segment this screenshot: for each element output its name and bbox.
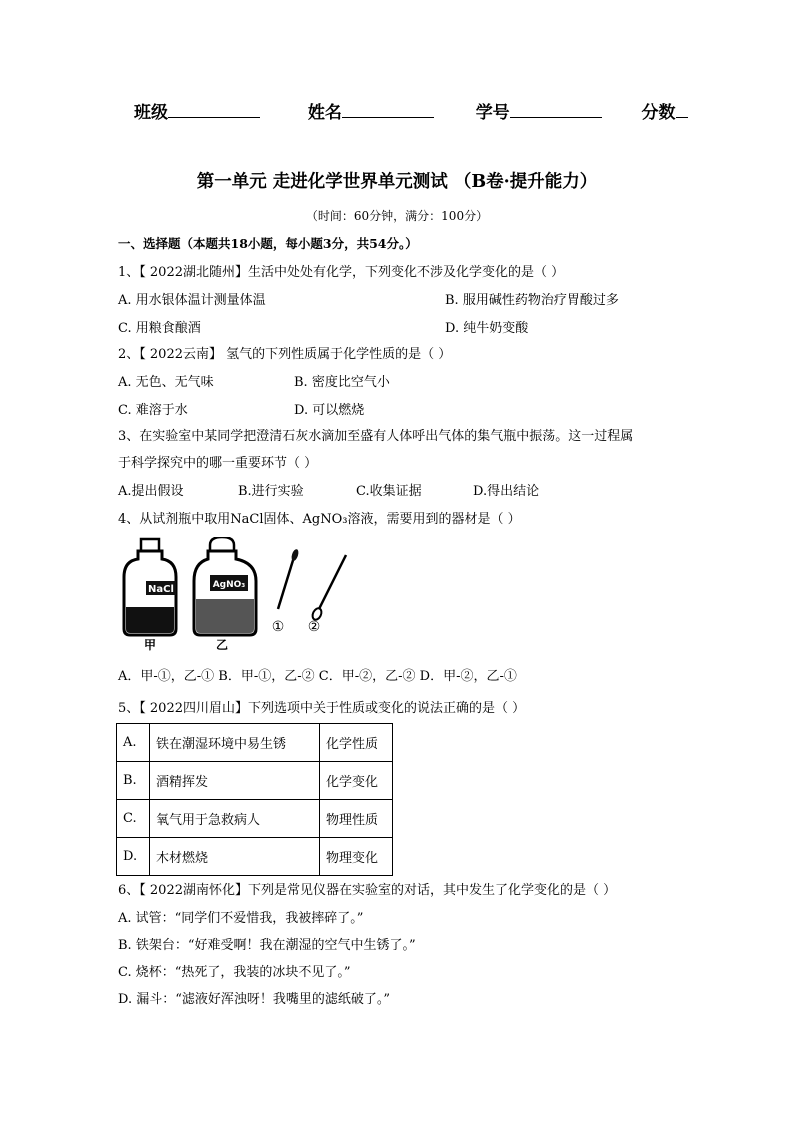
q1-option-b: B. 服用碱性药物治疗胃酸过多: [445, 293, 619, 308]
table-row: [117, 800, 393, 838]
id-label: 学号: [475, 103, 510, 123]
q2-option-a: A. 无色、无气味: [118, 375, 214, 390]
tool-1-label: ①: [271, 619, 285, 635]
table-cell: 酒精挥发: [150, 762, 320, 800]
class-blank[interactable]: [168, 101, 260, 118]
name-label: 姓名: [307, 103, 342, 123]
q1-option-d: D. 纯牛奶变酸: [445, 321, 529, 336]
bottle-a-label: NaCl: [148, 584, 174, 595]
table-cell: C.: [117, 800, 150, 838]
table-row: [117, 838, 393, 876]
table-cell: D.: [117, 838, 150, 876]
caption-b: 乙: [215, 638, 229, 652]
bottle-a-icon: [124, 539, 176, 635]
table-row: [117, 762, 393, 800]
q1-option-c: C. 用粮食酿酒: [118, 321, 201, 336]
table-cell: 物理性质: [320, 800, 393, 838]
caption-a: 甲: [143, 638, 157, 652]
reagent-bottles-figure: [118, 537, 358, 655]
q3-option-d: D.得出结论: [473, 484, 540, 499]
question-4-stem: 4、从试剂瓶中取用NaCl固体、AgNO₃溶液，需要用到的器材是（ ）: [118, 512, 521, 527]
q6-option-b: B. 铁架台：“好难受啊！我在潮湿的空气中生锈了。”: [118, 938, 416, 953]
table-cell: 铁在潮湿环境中易生锈: [150, 724, 320, 762]
question-6-stem: 6、【 2022湖南怀化】下列是常见仪器在实验室的对话，其中发生了化学变化的是（ ）: [118, 883, 617, 898]
q5-options-table: [116, 723, 393, 876]
q3-option-a: A.提出假设: [118, 484, 184, 499]
q2-option-b: B. 密度比空气小: [294, 375, 390, 390]
q2-option-c: C. 难溶于水: [118, 403, 188, 418]
class-label: 班级: [134, 103, 168, 123]
name-blank[interactable]: [342, 101, 434, 118]
question-5-stem: 5、【 2022四川眉山】下列选项中关于性质或变化的说法正确的是（ ）: [118, 701, 526, 716]
table-cell: 化学变化: [320, 762, 393, 800]
q3-option-b: B.进行实验: [238, 484, 304, 499]
spatula-icon: [311, 555, 346, 621]
question-3-stem-line1: 3、在实验室中某同学把澄清石灰水滴加至盛有人体呼出气体的集气瓶中振荡。这一过程属: [118, 429, 634, 444]
bottle-b-label: AgNO₃: [212, 580, 246, 590]
tool-2-label: ②: [307, 619, 321, 635]
q1-option-a: A. 用水银体温计测量体温: [118, 293, 266, 308]
question-3-stem-line2: 于科学探究中的哪一重要环节（ ）: [118, 456, 318, 471]
table-cell: 化学性质: [320, 724, 393, 762]
id-blank[interactable]: [510, 101, 602, 118]
score-blank[interactable]: [676, 101, 688, 118]
table-cell: 木材燃烧: [150, 838, 320, 876]
q6-option-c: C. 烧杯：“热死了，我装的冰块不见了。”: [118, 965, 351, 980]
section-heading: 一、选择题（本题共18小题，每小题3分，共54分。）: [118, 236, 418, 251]
table-cell: 氧气用于急救病人: [150, 800, 320, 838]
student-info-header: [134, 98, 688, 123]
dropper-icon: [278, 548, 300, 609]
q6-option-d: D. 漏斗：“滤液好浑浊呀！我嘴里的滤纸破了。”: [118, 992, 391, 1007]
q6-option-a: A. 试管：“同学们不爱惜我，我被摔碎了。”: [118, 911, 364, 926]
q2-option-d: D. 可以燃烧: [294, 403, 365, 418]
page-title: 第一单元 走进化学世界单元测试 （B卷·提升能力）: [196, 172, 598, 192]
table-cell: 物理变化: [320, 838, 393, 876]
table-row: [117, 724, 393, 762]
question-1-stem: 1、【 2022湖北随州】生活中处处有化学，下列变化不涉及化学变化的是（ ）: [118, 265, 565, 280]
q4-options: A．甲-①，乙-① B．甲-①，乙-② C．甲-②，乙-② D．甲-②，乙-①: [118, 669, 517, 684]
bottle-b-icon: [194, 537, 256, 635]
score-label: 分数: [641, 103, 676, 123]
q3-option-c: C.收集证据: [356, 484, 422, 499]
table-cell: B.: [117, 762, 150, 800]
exam-subtitle: （时间：60分钟，满分：100分）: [305, 209, 489, 223]
table-cell: A.: [117, 724, 150, 762]
question-2-stem: 2、【 2022云南】 氢气的下列性质属于化学性质的是（ ）: [118, 347, 452, 362]
